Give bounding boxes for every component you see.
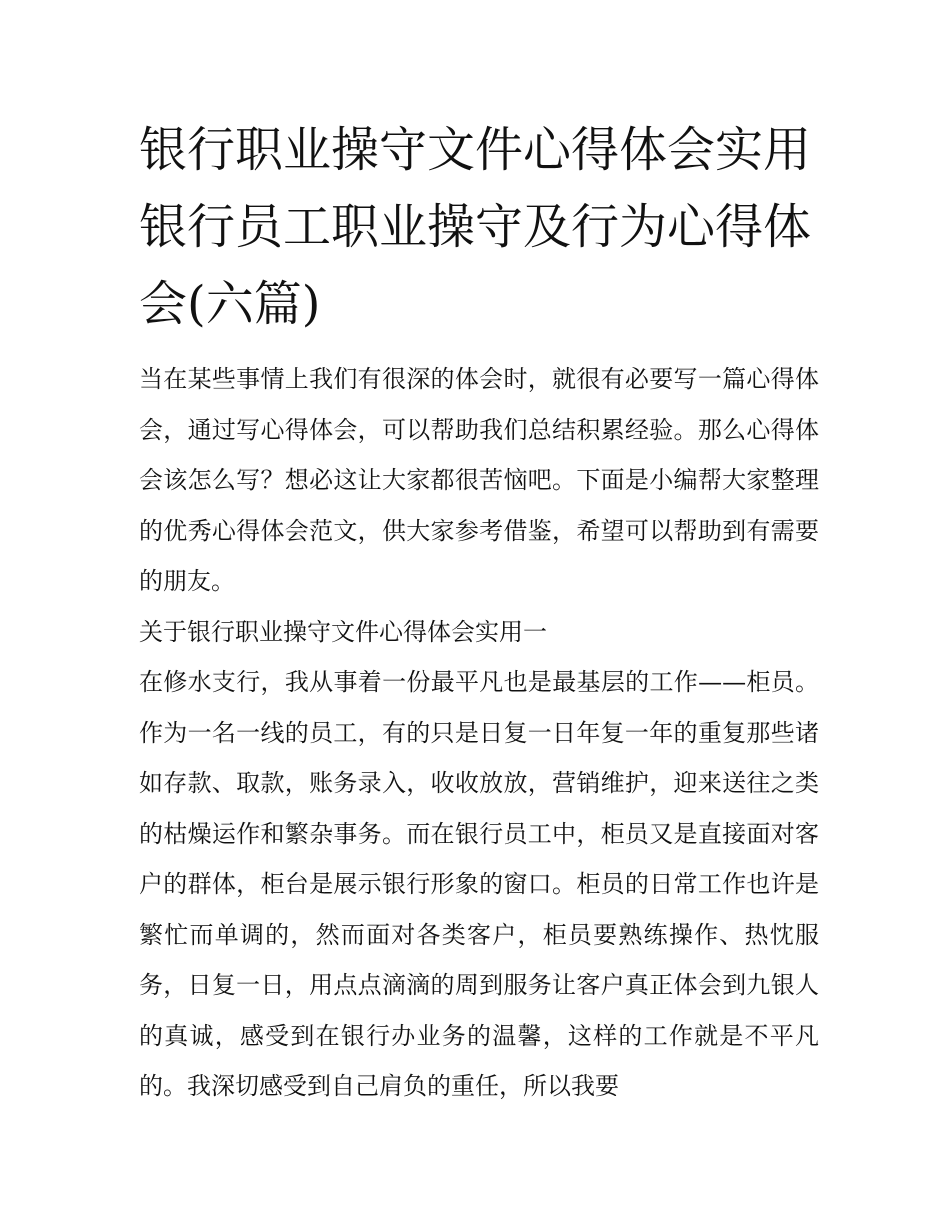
intro-paragraph: 当在某些事情上我们有很深的体会时，就很有必要写一篇心得体会，通过写心得体会，可以帮助我们总结积累经验。那么心得体会该怎么写？想必这让大家都很苦恼吧。下面是小编帮大家整理的优秀心得体会范文，供大家参考借鉴，希望可以帮助到有需要的朋友。 <box>139 365 819 595</box>
document-page <box>139 112 819 1112</box>
section-heading: 关于银行职业操守文件心得体会实用一 <box>139 617 547 646</box>
document-title: 银行职业操守文件心得体会实用 银行员工职业操守及行为心得体会(六篇) <box>139 122 812 332</box>
body-paragraph: 在修水支行，我从事着一份最平凡也是最基层的工作——柜员。作为一名一线的员工，有的只是日复一日年复一年的重复那些诸如存款、取款，账务录入，收收放放，营销维护，迎来送往之类的枯燥运作和繁杂事务。而在银行员工中，柜员又是直接面对客户的群体，柜台是展示银行形象的窗口。柜员的日常工作也许是繁忙而单调的，然而面对各类客户，柜员要熟练操作、热忱服务，日复一日，用点点滴滴的周到服务让客户真正体会到九银人的真诚，感受到在银行办业务的温馨，这样的工作就是不平凡的。我深切感受到自己肩负的重任，所以我要 <box>139 668 819 1100</box>
